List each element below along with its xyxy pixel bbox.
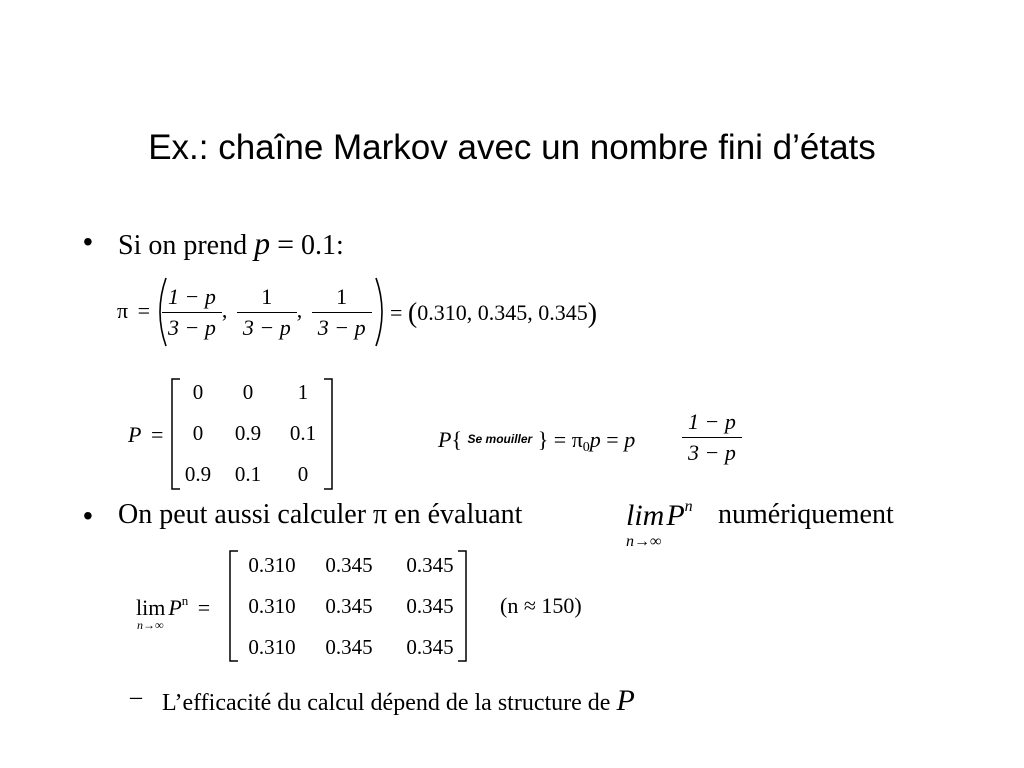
prob-fraction-box — [682, 409, 742, 466]
fraction-2-num: 1 — [237, 284, 297, 313]
matrix-p-right-bracket — [322, 378, 334, 490]
sub-bullet-label: L’efficacité du calcul dépend de la structure de — [162, 690, 611, 716]
matrix-p-cell: 0.1 — [234, 462, 262, 486]
matrix-p-cell: 0 — [192, 380, 204, 404]
lim-matrix-cell: 0.310 — [248, 594, 296, 618]
bullet-1-label: Si on prend — [118, 230, 248, 261]
fraction-1 — [162, 284, 222, 341]
matrix-p-cell: 0.9 — [184, 462, 212, 486]
matrix-p-cell: 0 — [192, 421, 204, 445]
bullet-marker-1: • — [83, 226, 93, 257]
p-variable: p — [254, 225, 271, 261]
fraction-1-den: 3 − p — [168, 315, 216, 340]
matrix-p-cell: 0.9 — [234, 421, 262, 445]
matrix-p-label — [128, 422, 163, 448]
prob-equals-2: = — [606, 427, 619, 452]
sub-bullet-P: P — [616, 684, 635, 717]
lim-matrix-cell: 0.345 — [406, 553, 454, 577]
bullet-2-sup: n — [684, 498, 693, 515]
comma-1: , — [221, 297, 228, 323]
lim-matrix-cell: 0.310 — [248, 635, 296, 659]
right-paren-big — [372, 276, 392, 348]
lim-matrix-cell: 0.345 — [406, 594, 454, 618]
matrix-p-cell: 1 — [297, 380, 309, 404]
prob-P: P — [438, 427, 452, 452]
fraction-3-num: 1 — [312, 284, 372, 313]
matrix-p-symbol: P — [128, 422, 142, 447]
sub-bullet-marker: – — [130, 684, 142, 710]
pi-result: = (0.310, 0.345, 0.345) — [390, 298, 598, 329]
pi-symbol — [117, 298, 150, 324]
result-equals: = — [390, 300, 403, 325]
fraction-3-den: 3 − p — [317, 315, 366, 340]
matrix-p-cell: 0.1 — [289, 421, 317, 445]
lim-matrix-right-bracket — [456, 550, 468, 662]
p-value: 0.1: — [301, 230, 344, 261]
bullet-2-lim — [626, 498, 693, 533]
slide-title: Ex.: chaîne Markov avec un nombre fini d’états — [148, 128, 876, 167]
prob-fraction — [682, 409, 742, 466]
lim-word: lim — [136, 595, 166, 620]
lim-sup: n — [181, 593, 189, 608]
fraction-2-den: 3 − p — [242, 315, 291, 340]
fraction-2 — [237, 284, 297, 341]
pi-subscript: 0 — [582, 440, 590, 455]
matrix-p-cell: 0 — [297, 462, 309, 486]
fraction-1-num: 1 − p — [162, 284, 222, 313]
bullet-2-text-before: On peut aussi calculer π en évaluant — [118, 499, 523, 530]
lim-subscript: n→∞ — [137, 618, 164, 632]
pi-label: π — [117, 298, 129, 323]
sub-bullet-text — [162, 684, 635, 718]
lim-matrix-cell: 0.345 — [325, 553, 373, 577]
comma-2: , — [296, 297, 303, 323]
prob-fraction-den: 3 − p — [688, 440, 736, 465]
matrix-p-cell: 0 — [242, 380, 254, 404]
bullet-2-text-after: numériquement — [718, 499, 894, 530]
result-values: 0.310, 0.345, 0.345 — [417, 300, 588, 325]
pi-fractions — [162, 284, 372, 341]
close-brace: } — [537, 427, 549, 452]
prob-p: p — [589, 427, 601, 452]
prob-pi: π — [571, 427, 583, 452]
equals-sign: = — [277, 228, 295, 261]
open-brace: { — [451, 427, 463, 452]
prob-fraction-num: 1 − p — [682, 409, 742, 438]
lim-matrix — [236, 553, 470, 660]
bullet-2-P: P — [666, 499, 685, 532]
lim-P: P — [168, 595, 182, 620]
fraction-3 — [312, 284, 372, 341]
lim-expression — [136, 593, 210, 621]
lim-matrix-cell: 0.310 — [248, 553, 296, 577]
lim-equals: = — [197, 595, 211, 620]
lim-matrix-cell: 0.345 — [325, 594, 373, 618]
matrix-p — [178, 380, 328, 487]
bullet-2-lim-sub: n→∞ — [626, 533, 662, 550]
prob-p-2: p — [624, 427, 636, 452]
matrix-p-equals: = — [150, 422, 164, 447]
bullet-2-lim-word: lim — [626, 499, 665, 532]
lim-matrix-cell: 0.345 — [406, 635, 454, 659]
lim-matrix-cell: 0.345 — [325, 635, 373, 659]
iteration-note: (n ≈ 150) — [500, 593, 582, 618]
pi-equals: = — [137, 298, 151, 323]
probability-equation — [438, 427, 635, 456]
bullet-marker-2: • — [83, 500, 93, 531]
bullet-1-text — [118, 225, 344, 262]
prob-equals: = — [553, 427, 567, 452]
event-se-mouiller: Se mouiller — [467, 432, 533, 446]
